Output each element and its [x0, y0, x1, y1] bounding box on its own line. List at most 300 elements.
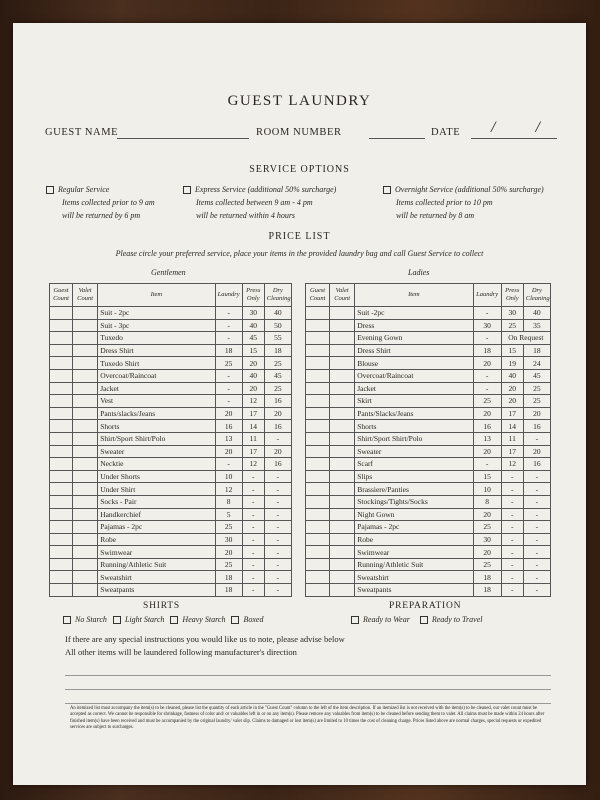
dry-cleaning-price: - — [264, 533, 291, 546]
dry-cleaning-price: 18 — [264, 344, 291, 357]
laundering-note: All other items will be laundered following manufacturer's direction — [65, 647, 297, 657]
count-cell[interactable] — [50, 470, 73, 483]
press-price: 20 — [501, 395, 523, 408]
item-name: Dress Shirt — [98, 344, 215, 357]
laundry-price: 10 — [215, 470, 242, 483]
checkbox[interactable] — [63, 616, 71, 624]
laundry-price: 18 — [215, 344, 242, 357]
count-cell[interactable] — [306, 344, 330, 357]
count-cell[interactable] — [73, 395, 98, 408]
press-price: 17 — [501, 445, 523, 458]
dry-cleaning-price: - — [523, 571, 550, 584]
column-header: Laundry — [215, 284, 242, 307]
count-cell[interactable] — [306, 571, 330, 584]
count-cell[interactable] — [306, 584, 330, 597]
dry-cleaning-price: 16 — [523, 458, 550, 471]
instruction-line[interactable] — [65, 675, 551, 676]
count-cell[interactable] — [50, 332, 73, 345]
item-name: Running/Athletic Suit — [98, 558, 215, 571]
checkbox[interactable] — [170, 616, 178, 624]
service-option-overnight[interactable] — [383, 183, 544, 222]
count-cell[interactable] — [306, 395, 330, 408]
dry-cleaning-price: 16 — [264, 395, 291, 408]
column-header: Dry Cleaning — [264, 284, 291, 307]
count-cell[interactable] — [50, 395, 73, 408]
checkbox[interactable] — [183, 186, 191, 194]
table-row — [306, 483, 551, 496]
count-cell[interactable] — [306, 445, 330, 458]
instruction-line[interactable] — [65, 703, 551, 704]
dry-cleaning-price: 18 — [523, 344, 550, 357]
dry-cleaning-price: - — [523, 495, 550, 508]
count-cell[interactable] — [50, 382, 73, 395]
checkbox[interactable] — [46, 186, 54, 194]
count-cell[interactable] — [306, 470, 330, 483]
laundry-price: 20 — [215, 407, 242, 420]
table-row — [50, 483, 292, 496]
count-cell[interactable] — [306, 420, 330, 433]
count-cell[interactable] — [73, 584, 98, 597]
laundry-price: - — [473, 332, 501, 345]
laundry-price: 20 — [473, 445, 501, 458]
press-price: - — [242, 521, 264, 534]
item-name: Pajamas - 2pc — [98, 521, 215, 534]
count-cell[interactable] — [50, 307, 73, 320]
laundry-price: 18 — [473, 344, 501, 357]
date-slashes: / / — [491, 119, 558, 136]
checkbox[interactable] — [231, 616, 239, 624]
count-cell[interactable] — [50, 458, 73, 471]
count-cell[interactable] — [73, 445, 98, 458]
column-header: Guest Count — [306, 284, 330, 307]
count-cell[interactable] — [73, 407, 98, 420]
table-row — [306, 369, 551, 382]
count-cell[interactable] — [50, 432, 73, 445]
laundry-price: 13 — [215, 432, 242, 445]
count-cell[interactable] — [330, 420, 355, 433]
count-cell[interactable] — [73, 546, 98, 559]
option-detail: will be returned by 8 am — [396, 211, 475, 220]
table-row — [50, 470, 292, 483]
column-header: Guest Count — [50, 284, 73, 307]
item-name: Socks - Pair — [98, 495, 215, 508]
laundry-price: 25 — [215, 521, 242, 534]
count-cell[interactable] — [306, 458, 330, 471]
column-header: Item — [98, 284, 215, 307]
count-cell[interactable] — [50, 546, 73, 559]
table-row — [306, 571, 551, 584]
count-cell[interactable] — [330, 521, 355, 534]
count-cell[interactable] — [306, 508, 330, 521]
table-row — [50, 395, 292, 408]
press-price: - — [242, 470, 264, 483]
laundry-price: 8 — [215, 495, 242, 508]
laundry-price: - — [215, 319, 242, 332]
laundry-price: - — [473, 382, 501, 395]
service-option-regular[interactable] — [46, 183, 155, 222]
table-row — [306, 584, 551, 597]
count-cell[interactable] — [330, 332, 355, 345]
table-row — [306, 357, 551, 370]
shirt-option: Heavy Starch — [182, 615, 226, 624]
count-cell[interactable] — [306, 357, 330, 370]
item-name: Skirt — [355, 395, 473, 408]
count-cell[interactable] — [330, 533, 355, 546]
count-cell[interactable] — [306, 319, 330, 332]
item-name: Pants/slacks/Jeans — [98, 407, 215, 420]
table-row — [50, 558, 292, 571]
count-cell[interactable] — [73, 332, 98, 345]
count-cell[interactable] — [73, 382, 98, 395]
item-name: Overcoat/Raincoat — [98, 369, 215, 382]
laundry-price: - — [473, 369, 501, 382]
table-row — [50, 357, 292, 370]
press-price: 20 — [242, 357, 264, 370]
item-name: Dress — [355, 319, 473, 332]
table-row — [50, 319, 292, 332]
item-name: Suit -2pc — [355, 307, 473, 320]
table-row — [306, 445, 551, 458]
press-price: - — [242, 483, 264, 496]
option-detail: will be returned within 4 hours — [196, 211, 296, 220]
checkbox[interactable] — [383, 186, 391, 194]
count-cell[interactable] — [306, 369, 330, 382]
press-price: 19 — [501, 357, 523, 370]
count-cell[interactable] — [330, 357, 355, 370]
press-price: - — [242, 508, 264, 521]
count-cell[interactable] — [330, 382, 355, 395]
count-cell[interactable] — [50, 533, 73, 546]
dry-cleaning-price: 45 — [264, 369, 291, 382]
count-cell[interactable] — [73, 533, 98, 546]
dry-cleaning-price: - — [523, 508, 550, 521]
table-row — [50, 445, 292, 458]
count-cell[interactable] — [73, 369, 98, 382]
dry-cleaning-price: 55 — [264, 332, 291, 345]
count-cell[interactable] — [330, 344, 355, 357]
count-cell[interactable] — [50, 558, 73, 571]
laundry-price: 30 — [473, 319, 501, 332]
press-price: 40 — [501, 369, 523, 382]
laundry-price: 25 — [215, 558, 242, 571]
laundry-price: 18 — [473, 571, 501, 584]
count-cell[interactable] — [306, 546, 330, 559]
press-price: - — [501, 558, 523, 571]
count-cell[interactable] — [73, 344, 98, 357]
count-cell[interactable] — [50, 319, 73, 332]
laundry-price: 25 — [473, 521, 501, 534]
item-name: Swimwear — [98, 546, 215, 559]
count-cell[interactable] — [306, 558, 330, 571]
item-name: Shorts — [355, 420, 473, 433]
press-price: 40 — [242, 319, 264, 332]
press-price: - — [501, 571, 523, 584]
count-cell[interactable] — [330, 319, 355, 332]
press-price: 17 — [242, 445, 264, 458]
laundry-price: 10 — [473, 483, 501, 496]
count-cell[interactable] — [330, 584, 355, 597]
dry-cleaning-price: - — [264, 470, 291, 483]
dry-cleaning-price: - — [523, 521, 550, 534]
press-price: 12 — [242, 458, 264, 471]
dry-cleaning-price: 25 — [523, 382, 550, 395]
checkbox[interactable] — [351, 616, 359, 624]
table-row — [306, 432, 551, 445]
laundry-price: 16 — [215, 420, 242, 433]
press-price: - — [501, 533, 523, 546]
count-cell[interactable] — [330, 546, 355, 559]
dry-cleaning-price: 16 — [264, 458, 291, 471]
room-number-field[interactable] — [369, 138, 425, 139]
table-row — [306, 407, 551, 420]
dry-cleaning-price: 25 — [264, 382, 291, 395]
instruction-line[interactable] — [65, 689, 551, 690]
item-name: Sweatpants — [98, 584, 215, 597]
laundry-price: 20 — [473, 357, 501, 370]
ladies-label: Ladies — [408, 268, 430, 277]
column-header: Item — [355, 284, 473, 307]
press-price: 20 — [242, 382, 264, 395]
price-list-instruction: Please circle your preferred service, place your items in the provided laundry bag and call Guest Service to collect — [115, 249, 484, 258]
count-cell[interactable] — [306, 533, 330, 546]
item-name: Suit - 2pc — [98, 307, 215, 320]
table-row — [50, 533, 292, 546]
item-name: Swimwear — [355, 546, 473, 559]
count-cell[interactable] — [73, 470, 98, 483]
count-cell[interactable] — [73, 495, 98, 508]
count-cell[interactable] — [330, 369, 355, 382]
table-row — [306, 546, 551, 559]
laundry-price: - — [215, 395, 242, 408]
laundry-price: 30 — [473, 533, 501, 546]
count-cell[interactable] — [306, 382, 330, 395]
checkbox[interactable] — [420, 616, 428, 624]
dry-cleaning-price: 25 — [264, 357, 291, 370]
count-cell[interactable] — [73, 508, 98, 521]
item-name: Running/Athletic Suit — [355, 558, 473, 571]
table-row — [306, 521, 551, 534]
item-name: Robe — [355, 533, 473, 546]
count-cell[interactable] — [306, 307, 330, 320]
guest-name-field[interactable] — [117, 138, 249, 139]
dry-cleaning-price: - — [523, 558, 550, 571]
laundry-price: - — [215, 382, 242, 395]
laundry-price: 20 — [473, 508, 501, 521]
laundry-form — [13, 23, 586, 785]
laundry-price: - — [473, 458, 501, 471]
press-price: - — [501, 495, 523, 508]
shirt-option: Boxed — [243, 615, 264, 624]
shirts-options — [63, 613, 263, 626]
option-name: Overnight Service (additional 50% surcharge) — [395, 185, 544, 194]
count-cell[interactable] — [306, 521, 330, 534]
laundry-price: - — [215, 369, 242, 382]
count-cell[interactable] — [50, 357, 73, 370]
count-cell[interactable] — [330, 407, 355, 420]
laundry-price: 8 — [473, 495, 501, 508]
table-row — [50, 307, 292, 320]
item-name: Under Shirt — [98, 483, 215, 496]
count-cell[interactable] — [50, 445, 73, 458]
count-cell[interactable] — [50, 344, 73, 357]
price-list-heading: PRICE LIST — [268, 231, 331, 242]
ladies-price-table — [305, 283, 551, 597]
press-price: 45 — [242, 332, 264, 345]
count-cell[interactable] — [73, 432, 98, 445]
count-cell[interactable] — [330, 458, 355, 471]
item-name: Sweater — [98, 445, 215, 458]
press-price: 25 — [501, 319, 523, 332]
dry-cleaning-price: 20 — [264, 445, 291, 458]
table-row — [50, 344, 292, 357]
press-price: - — [501, 584, 523, 597]
laundry-price: 25 — [215, 357, 242, 370]
laundry-price: 18 — [215, 584, 242, 597]
table-row — [50, 332, 292, 345]
dry-cleaning-price: - — [264, 546, 291, 559]
laundry-price: 20 — [215, 445, 242, 458]
count-cell[interactable] — [73, 307, 98, 320]
dry-cleaning-price: 25 — [523, 395, 550, 408]
item-name: Scarf — [355, 458, 473, 471]
press-price: 12 — [242, 395, 264, 408]
dry-cleaning-price: 35 — [523, 319, 550, 332]
table-row — [306, 395, 551, 408]
laundry-price: 25 — [473, 395, 501, 408]
count-cell[interactable] — [306, 495, 330, 508]
dry-cleaning-price: - — [523, 584, 550, 597]
service-option-express[interactable] — [183, 183, 336, 222]
column-header: Valet Count — [330, 284, 355, 307]
press-price: - — [501, 508, 523, 521]
count-cell[interactable] — [73, 558, 98, 571]
column-header: Dry Cleaning — [523, 284, 550, 307]
item-name: Slips — [355, 470, 473, 483]
press-price: 20 — [501, 382, 523, 395]
count-cell[interactable] — [330, 508, 355, 521]
laundry-price: 5 — [215, 508, 242, 521]
count-cell[interactable] — [330, 558, 355, 571]
press-price: 12 — [501, 458, 523, 471]
item-name: Shirt/Sport Shirt/Polo — [98, 432, 215, 445]
count-cell[interactable] — [330, 307, 355, 320]
dry-cleaning-price: - — [523, 483, 550, 496]
item-name: Blouse — [355, 357, 473, 370]
item-name: Night Gown — [355, 508, 473, 521]
count-cell[interactable] — [73, 357, 98, 370]
dry-cleaning-price: 16 — [523, 420, 550, 433]
press-price: - — [501, 521, 523, 534]
count-cell[interactable] — [330, 432, 355, 445]
item-name: Vest — [98, 395, 215, 408]
table-row — [306, 558, 551, 571]
item-name: Sweatshirt — [355, 571, 473, 584]
option-name: Regular Service — [58, 185, 110, 194]
option-name: Express Service (additional 50% surcharge) — [195, 185, 337, 194]
table-row — [50, 584, 292, 597]
column-header: Press Only — [501, 284, 523, 307]
item-name: Sweater — [355, 445, 473, 458]
dry-cleaning-price: - — [264, 432, 291, 445]
press-price: - — [242, 571, 264, 584]
count-cell[interactable] — [330, 470, 355, 483]
count-cell[interactable] — [73, 420, 98, 433]
table-row — [50, 571, 292, 584]
dry-cleaning-price: 40 — [264, 307, 291, 320]
table-row — [306, 382, 551, 395]
count-cell[interactable] — [50, 420, 73, 433]
count-cell[interactable] — [330, 395, 355, 408]
count-cell[interactable] — [50, 407, 73, 420]
press-price: - — [242, 495, 264, 508]
count-cell[interactable] — [306, 332, 330, 345]
table-row — [50, 458, 292, 471]
count-cell[interactable] — [50, 584, 73, 597]
count-cell[interactable] — [73, 458, 98, 471]
item-name: Brassiere/Panties — [355, 483, 473, 496]
gentlemen-price-table — [49, 283, 292, 597]
option-detail: Items collected between 9 am - 4 pm — [196, 198, 313, 207]
date-label: DATE — [431, 127, 461, 138]
date-field[interactable] — [471, 138, 557, 139]
table-row — [306, 508, 551, 521]
table-row — [306, 470, 551, 483]
dry-cleaning-price: 40 — [523, 307, 550, 320]
item-name: Tuxedo — [98, 332, 215, 345]
table-row — [306, 307, 551, 320]
count-cell[interactable] — [330, 445, 355, 458]
count-cell[interactable] — [330, 495, 355, 508]
press-price: 17 — [501, 407, 523, 420]
dry-cleaning-price: - — [523, 432, 550, 445]
count-cell[interactable] — [50, 521, 73, 534]
dry-cleaning-price: 20 — [523, 407, 550, 420]
press-price: - — [242, 584, 264, 597]
count-cell[interactable] — [50, 571, 73, 584]
count-cell[interactable] — [73, 319, 98, 332]
service-options-heading: SERVICE OPTIONS — [249, 164, 350, 175]
count-cell[interactable] — [50, 508, 73, 521]
dry-cleaning-price: - — [264, 508, 291, 521]
laundry-price: 20 — [473, 546, 501, 559]
form-title: GUEST LAUNDRY — [227, 93, 372, 109]
count-cell[interactable] — [73, 571, 98, 584]
price-on-request: On Request — [501, 332, 550, 345]
table-row — [50, 521, 292, 534]
dry-cleaning-price: 50 — [264, 319, 291, 332]
count-cell[interactable] — [50, 483, 73, 496]
count-cell[interactable] — [73, 483, 98, 496]
count-cell[interactable] — [50, 495, 73, 508]
count-cell[interactable] — [330, 483, 355, 496]
item-name: Shirt/Sport Shirt/Polo — [355, 432, 473, 445]
dry-cleaning-price: - — [264, 558, 291, 571]
laundry-price: 13 — [473, 432, 501, 445]
table-row — [50, 432, 292, 445]
count-cell[interactable] — [50, 369, 73, 382]
count-cell[interactable] — [73, 521, 98, 534]
shirt-option: No Starch — [75, 615, 107, 624]
table-row — [306, 319, 551, 332]
count-cell[interactable] — [306, 483, 330, 496]
table-row — [50, 495, 292, 508]
count-cell[interactable] — [330, 571, 355, 584]
count-cell[interactable] — [306, 407, 330, 420]
count-cell[interactable] — [306, 432, 330, 445]
table-row — [306, 458, 551, 471]
checkbox[interactable] — [113, 616, 121, 624]
shirt-option: Light Starch — [124, 615, 165, 624]
